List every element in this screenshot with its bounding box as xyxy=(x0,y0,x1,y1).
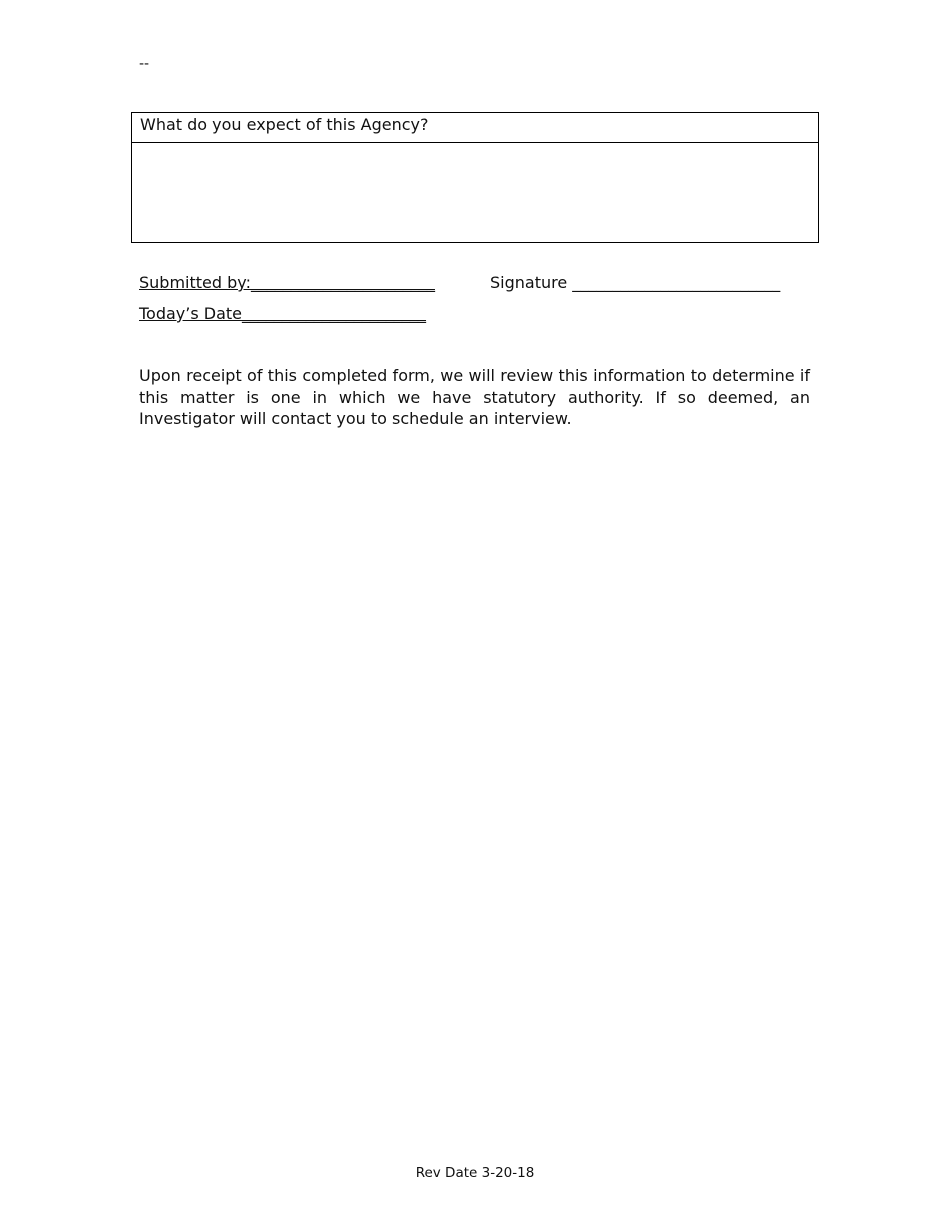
signature-field[interactable]: Signature __________________________ xyxy=(490,273,781,292)
todays-date-field[interactable]: Today’s Date_______________________ xyxy=(139,304,427,323)
agency-expectation-answer-field[interactable] xyxy=(132,143,818,241)
review-notice-paragraph: Upon receipt of this completed form, we will review this information to determine if this matter is one in which we have statutory authority. If so deemed, an Investigator will contact you to schedule an interview. xyxy=(139,366,810,428)
header-dashes: -- xyxy=(139,56,150,72)
submitted-by-field[interactable]: Submitted by:_______________________ xyxy=(139,273,435,292)
rev-date-footer: Rev Date 3-20-18 xyxy=(415,1165,535,1181)
agency-expectation-label: What do you expect of this Agency? xyxy=(132,113,818,143)
agency-expectation-box xyxy=(131,112,819,243)
